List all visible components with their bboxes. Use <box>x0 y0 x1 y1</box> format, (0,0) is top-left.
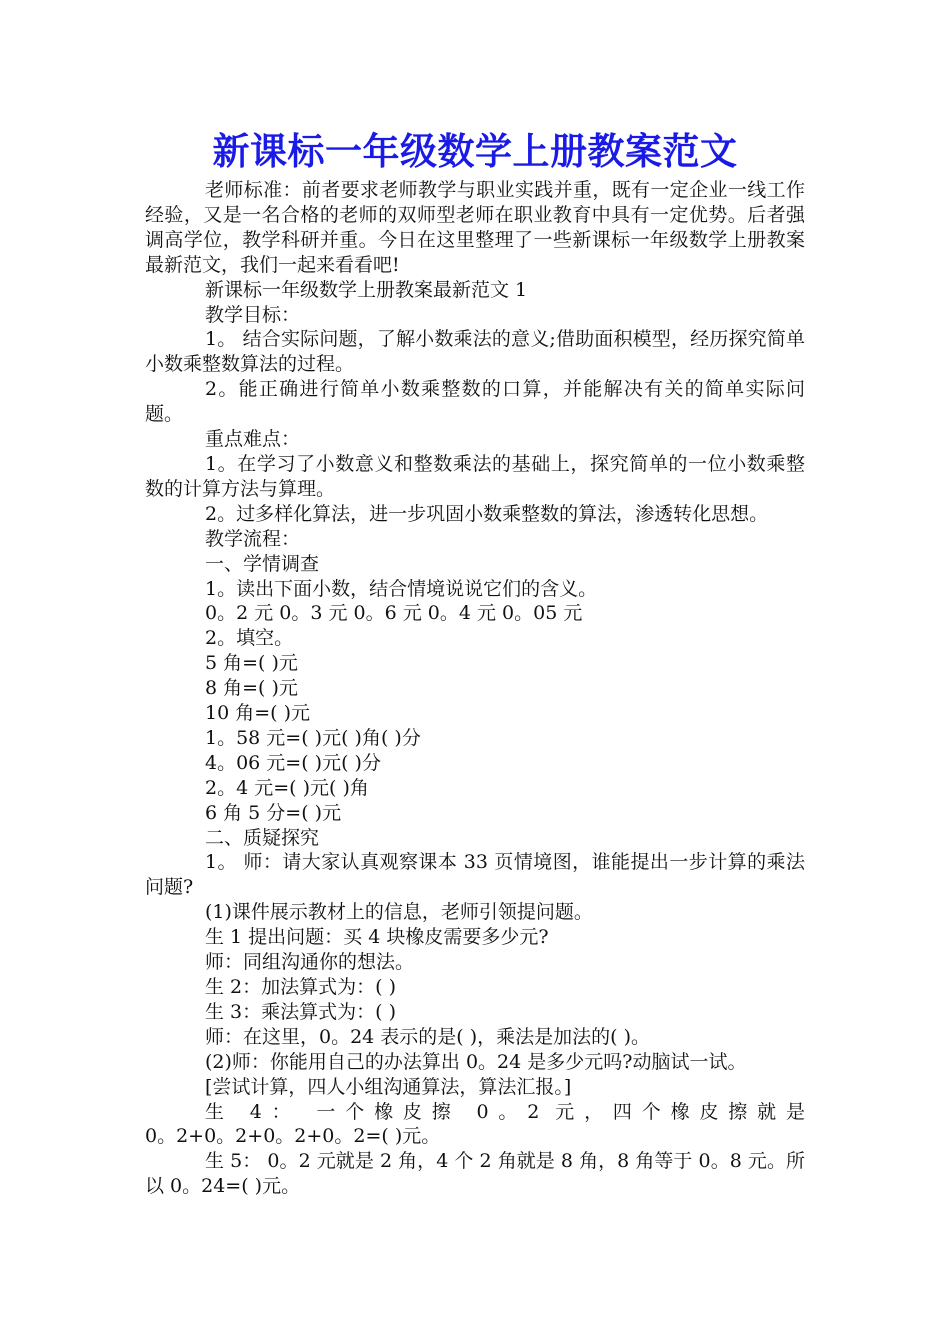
dialogue-line: 生 2：加法算式为：( ) <box>205 976 396 998</box>
goal-item: 1。 结合实际问题，了解小数乘法的意义;借助面积模型，经历探究简单小数乘整数算法的过程。 <box>145 328 805 376</box>
dialogue-line: (1)课件展示教材上的信息，老师引领提问题。 <box>205 901 593 924</box>
fill-blank-line: 8 角=( )元 <box>205 677 298 700</box>
exercise-line: 0。2 元 0。3 元 0。6 元 0。4 元 0。05 元 <box>205 602 583 625</box>
key-point-item: 1。在学习了小数意义和整数乘法的基础上，探究简单的一位小数乘整数的计算方法与算理。 <box>145 452 805 500</box>
exercise-item: 2。填空。 <box>205 627 294 650</box>
goal-item: 2。能正确进行简单小数乘整数的口算，并能解决有关的简单实际问题。 <box>145 378 805 426</box>
dialogue-line: 师：在这里，0。24 表示的是( )，乘法是加法的( )。 <box>205 1025 651 1048</box>
subsection-heading: 二、质疑探究 <box>205 826 320 849</box>
key-point-item: 2。过多样化算法，进一步巩固小数乘整数的算法，渗透转化思想。 <box>205 502 769 525</box>
dialogue-line: (2)师：你能用自己的办法算出 0。24 是多少元吗?动脑试一试。 <box>205 1050 747 1073</box>
dialogue-line: 生 5： 0。2 元就是 2 角，4 个 2 角就是 8 角，8 角等于 0。8 元。所以 0。24=( )元。 <box>145 1150 805 1198</box>
fill-blank-line: 5 角=( )元 <box>205 652 298 675</box>
fill-blank-line: 6 角 5 分=( )元 <box>205 801 342 824</box>
process-heading: 教学流程： <box>205 527 301 550</box>
dialogue-line: 生 1 提出问题：买 4 块橡皮需要多少元? <box>205 926 549 949</box>
fill-blank-line: 10 角=( )元 <box>205 702 311 725</box>
section-heading: 新课标一年级数学上册教案最新范文 1 <box>205 278 528 301</box>
fill-blank-line: 2。4 元=( )元( )角 <box>205 776 369 799</box>
dialogue-line: 生 3：乘法算式为：( ) <box>205 1000 396 1023</box>
intro-paragraph: 老师标准：前者要求老师教学与职业实践并重，既有一定企业一线工作经验，又是一名合格的老师的双师型老师在职业教育中具有一定优势。后者强调高学位，教学科研并重。今日在这里整理了一些新课标一年级数学上册教案最新范文，我们一起来看看吧! <box>145 179 805 276</box>
fill-blank-line: 4。06 元=( )元( )分 <box>205 751 381 774</box>
dialogue-line: 生 4： 一个橡皮擦 0。2 元，四个橡皮擦就是 <box>205 1100 805 1123</box>
dialogue-line: 1。 师：请大家认真观察课本 33 页情境图，谁能提出一步计算的乘法问题? <box>145 851 805 899</box>
key-points-heading: 重点难点： <box>205 428 301 451</box>
dialogue-line: 师：同组沟通你的想法。 <box>205 951 415 974</box>
exercise-item: 1。读出下面小数，结合情境说说它们的含义。 <box>205 577 598 600</box>
dialogue-line: [尝试计算，四人小组沟通算法，算法汇报。] <box>205 1075 572 1098</box>
dialogue-line: 0。2+0。2+0。2+0。2=( )元。 <box>145 1125 441 1148</box>
teaching-goals-heading: 教学目标： <box>205 303 301 326</box>
fill-blank-line: 1。58 元=( )元( )角( )分 <box>205 726 421 749</box>
subsection-heading: 一、学情调查 <box>205 552 320 575</box>
document-page <box>145 126 805 1199</box>
document-title: 新课标一年级数学上册教案范文 <box>212 130 738 173</box>
